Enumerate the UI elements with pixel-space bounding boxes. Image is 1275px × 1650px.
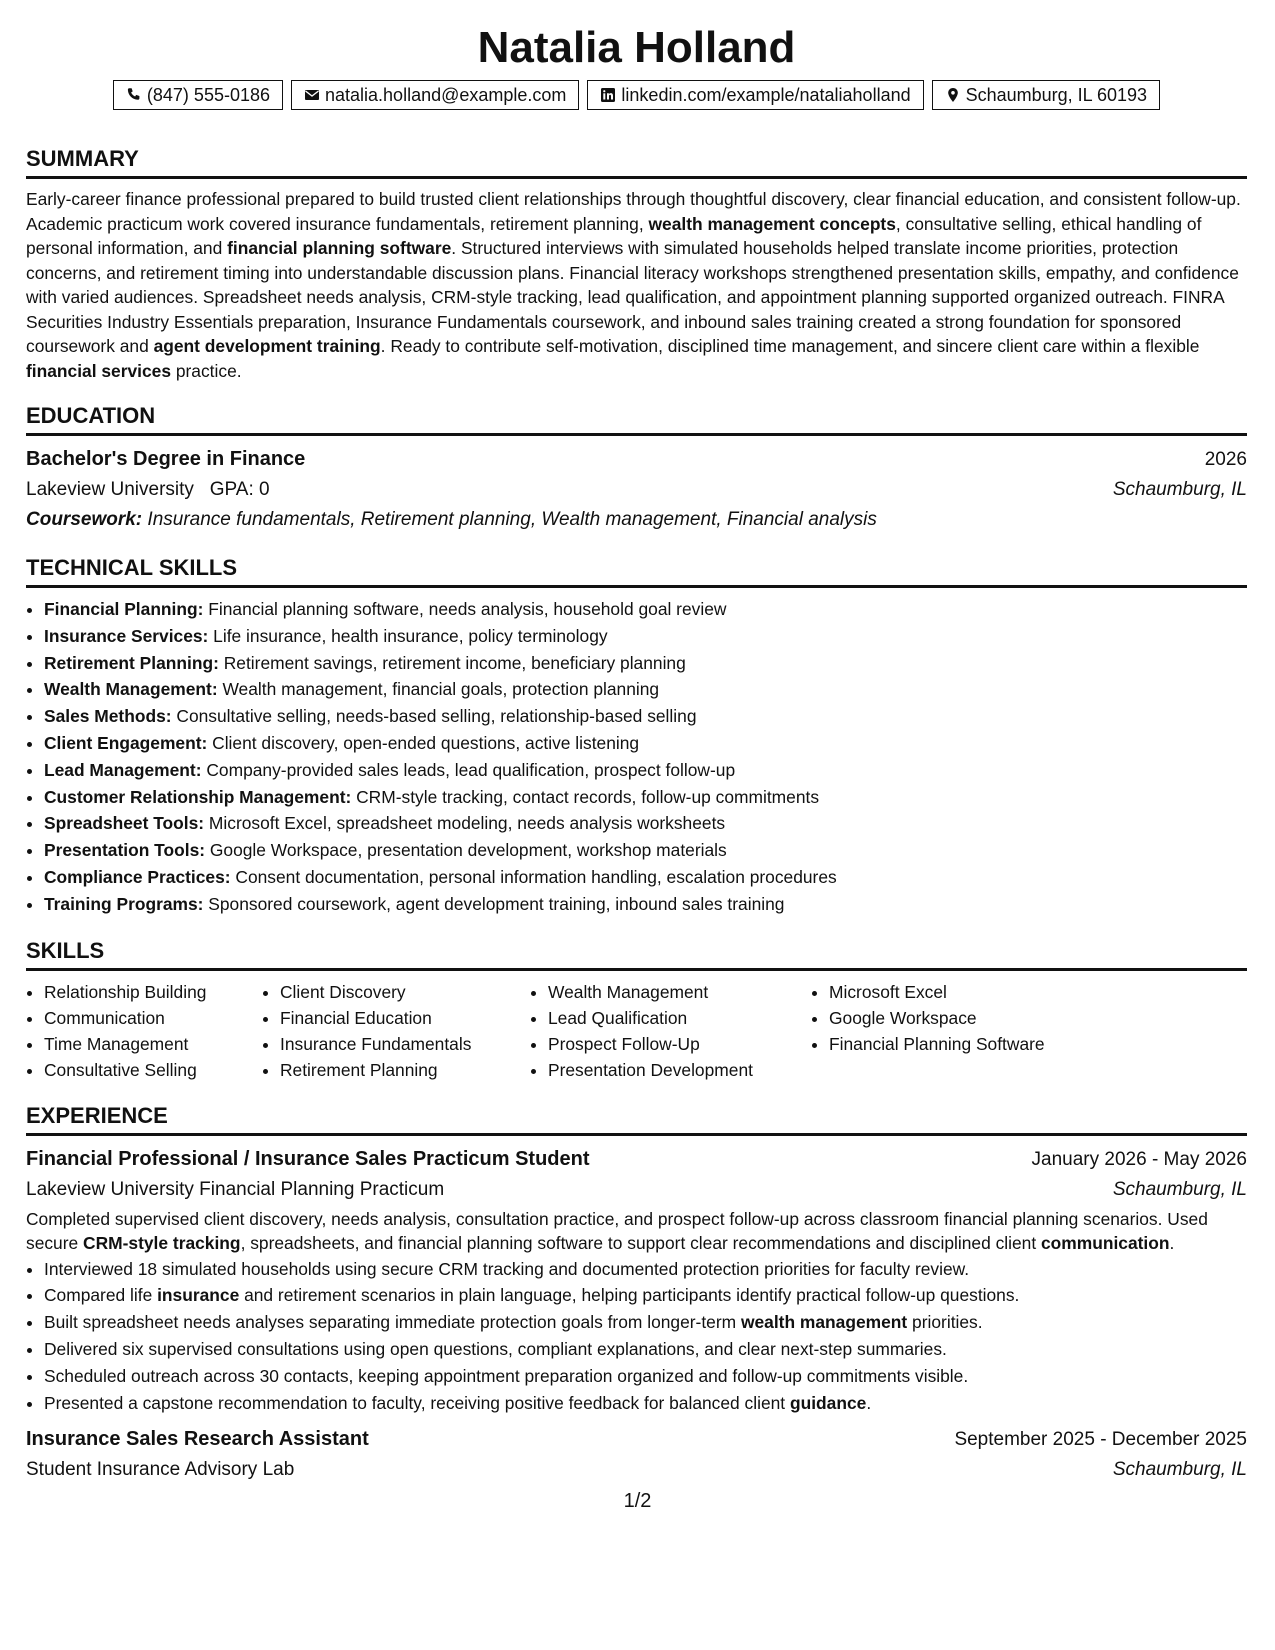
education-header-row — [26, 444, 1247, 475]
job-header-row — [26, 1424, 1247, 1455]
technical-skills-list — [26, 596, 1247, 918]
technical-skills-section — [26, 555, 1247, 918]
linkedin-chip[interactable] — [587, 80, 923, 110]
skills-grid — [26, 979, 1247, 1083]
list-item: • Prospect Follow-Up — [548, 1031, 811, 1057]
list-item: • Built spreadsheet needs analyses separating immediate protection goals from longer-term wealth management priorities. — [44, 1309, 1247, 1336]
list-item: • Financial Planning: Financial planning software, needs analysis, household goal review — [44, 596, 1247, 623]
phone-chip — [113, 80, 283, 110]
list-item: • Wealth Management: Wealth management, financial goals, protection planning — [44, 676, 1247, 703]
email-chip[interactable] — [291, 80, 579, 110]
section-divider — [26, 433, 1247, 436]
phone-text: (847) 555-0186 — [146, 85, 270, 105]
skills-column — [530, 979, 811, 1083]
contact-bar — [26, 80, 1247, 110]
list-item: • Compliance Practices: Consent documentation, personal information handling, escalation procedures — [44, 864, 1247, 891]
skills-column — [26, 979, 262, 1083]
list-item: • Customer Relationship Management: CRM-style tracking, contact records, follow-up commitments — [44, 784, 1247, 811]
section-divider — [26, 968, 1247, 971]
list-item: • Insurance Services: Life insurance, health insurance, policy terminology — [44, 623, 1247, 650]
linkedin-link[interactable]: linkedin.com/example/nataliaholland — [621, 85, 911, 105]
list-item: • Compared life insurance and retirement scenarios in plain language, helping participants identify practical follow-up questions. — [44, 1282, 1247, 1309]
list-item: • Presentation Development — [548, 1057, 811, 1083]
job-location: Schaumburg, IL — [1112, 1178, 1247, 1200]
list-item: • Insurance Fundamentals — [280, 1031, 530, 1057]
list-item: • Relationship Building — [44, 979, 262, 1005]
list-item: • Presentation Tools: Google Workspace, presentation development, workshop materials — [44, 837, 1247, 864]
list-item: • Client Discovery — [280, 979, 530, 1005]
job-title: Financial Professional / Insurance Sales Practicum Student — [26, 1147, 590, 1170]
list-item: • Microsoft Excel — [829, 979, 1129, 1005]
section-heading: EDUCATION — [26, 403, 156, 428]
job-header-row — [26, 1144, 1247, 1175]
job-bullets — [26, 1256, 1247, 1417]
summary-text: Early-career finance professional prepared to build trusted client relationships through thoughtful discovery, clear financial education, and consistent follow-up. Academic practicum work covered insurance fundamentals, retirement planning, wealth management concepts, consultative selling, ethical handling of personal information, and financial planning software. Structured interviews with simulated households helped translate income priorities, protection concerns, and retirement timing into understandable discussion plans. Financial literacy workshops strengthened presentation skills, empathy, and confidence with varied audiences. Spreadsheet needs analysis, CRM-style tracking, lead qualification, and appointment planning supported organized outreach. FINRA Securities Industry Essentials preparation, Insurance Fundamentals coursework, and inbound sales training created a strong foundation for sponsored coursework and agent development training. Ready to contribute self-motivation, disciplined time management, and sincere client care within a flexible financial services practice. — [26, 189, 1241, 381]
candidate-name: Natalia Holland — [477, 23, 796, 72]
job-description: Completed supervised client discovery, needs analysis, consultation practice, and prospect follow-up across classroom financial planning scenarios. Used secure CRM-style tracking, spreadsheets, and financial planning software to support clear recommendations and disciplined client communication. — [26, 1208, 1208, 1254]
list-item: • Lead Qualification — [548, 1005, 811, 1031]
job-org-row — [26, 1175, 1247, 1205]
list-item: • Google Workspace — [829, 1005, 1129, 1031]
list-item: • Delivered six supervised consultations using open questions, compliant explanations, and clear next-step summaries. — [44, 1336, 1247, 1363]
section-heading: TECHNICAL SKILLS — [26, 555, 238, 580]
education-school-row — [26, 475, 1247, 505]
list-item: • Time Management — [44, 1031, 262, 1057]
linkedin-icon — [600, 87, 616, 103]
list-item: • Scheduled outreach across 30 contacts, keeping appointment preparation organized and follow-up commitments visible. — [44, 1363, 1247, 1390]
list-item: • Sales Methods: Consultative selling, needs-based selling, relationship-based selling — [44, 703, 1247, 730]
list-item: • Retirement Planning — [280, 1057, 530, 1083]
skills-column — [811, 979, 1129, 1083]
map-pin-icon — [945, 87, 961, 103]
education-section — [26, 403, 1247, 535]
job-org-row — [26, 1455, 1247, 1485]
job-dates: January 2026 - May 2026 — [1031, 1148, 1247, 1170]
list-item: • Financial Education — [280, 1005, 530, 1031]
section-divider — [26, 176, 1247, 179]
skills-section — [26, 938, 1247, 1083]
section-heading: SUMMARY — [26, 146, 139, 171]
list-item: • Wealth Management — [548, 979, 811, 1005]
page-number: 1/2 — [623, 1490, 652, 1512]
resume-page — [26, 22, 1247, 1485]
list-item: • Training Programs: Sponsored coursework, agent development training, inbound sales training — [44, 891, 1247, 918]
section-divider — [26, 1133, 1247, 1136]
summary-section — [26, 146, 1247, 383]
list-item: • Lead Management: Company-provided sales leads, lead qualification, prospect follow-up — [44, 757, 1247, 784]
section-heading: EXPERIENCE — [26, 1102, 168, 1128]
job-title: Insurance Sales Research Assistant — [26, 1428, 369, 1451]
coursework: Coursework: Insurance fundamentals, Retirement planning, Wealth management, Financial analysis — [26, 509, 877, 530]
job-location: Schaumburg, IL — [1112, 1459, 1247, 1481]
list-item: • Communication — [44, 1005, 262, 1031]
degree-title: Bachelor's Degree in Finance — [26, 448, 306, 470]
envelope-icon — [304, 87, 320, 103]
list-item: • Client Engagement: Client discovery, open-ended questions, active listening — [44, 730, 1247, 757]
job-organization: Student Insurance Advisory Lab — [26, 1459, 295, 1481]
section-heading: SKILLS — [26, 937, 105, 963]
list-item: • Financial Planning Software — [829, 1031, 1129, 1057]
graduation-year: 2026 — [1204, 449, 1247, 470]
school-location: Schaumburg, IL — [1112, 479, 1247, 500]
list-item: • Consultative Selling — [44, 1057, 262, 1083]
job-organization: Lakeview University Financial Planning Practicum — [26, 1178, 445, 1200]
list-item: • Presented a capstone recommendation to faculty, receiving positive feedback for balanced client guidance. — [44, 1390, 1247, 1417]
list-item: • Retirement Planning: Retirement savings, retirement income, beneficiary planning — [44, 650, 1247, 677]
gpa: GPA: 0 — [209, 479, 270, 500]
job-entry — [26, 1424, 1247, 1485]
section-divider — [26, 585, 1247, 588]
email-link[interactable]: natalia.holland@example.com — [325, 85, 567, 105]
school-name: Lakeview University GPA: 0 — [26, 479, 270, 500]
phone-icon — [126, 87, 142, 103]
skills-column — [262, 979, 530, 1083]
list-item: • Spreadsheet Tools: Microsoft Excel, spreadsheet modeling, needs analysis worksheets — [44, 810, 1247, 837]
job-entry — [26, 1144, 1247, 1417]
location-chip — [932, 80, 1160, 110]
experience-section — [26, 1103, 1247, 1486]
job-dates: September 2025 - December 2025 — [954, 1429, 1247, 1451]
list-item: • Interviewed 18 simulated households using secure CRM tracking and documented protection priorities for faculty review. — [44, 1256, 1247, 1283]
location-text: Schaumburg, IL 60193 — [965, 85, 1148, 105]
